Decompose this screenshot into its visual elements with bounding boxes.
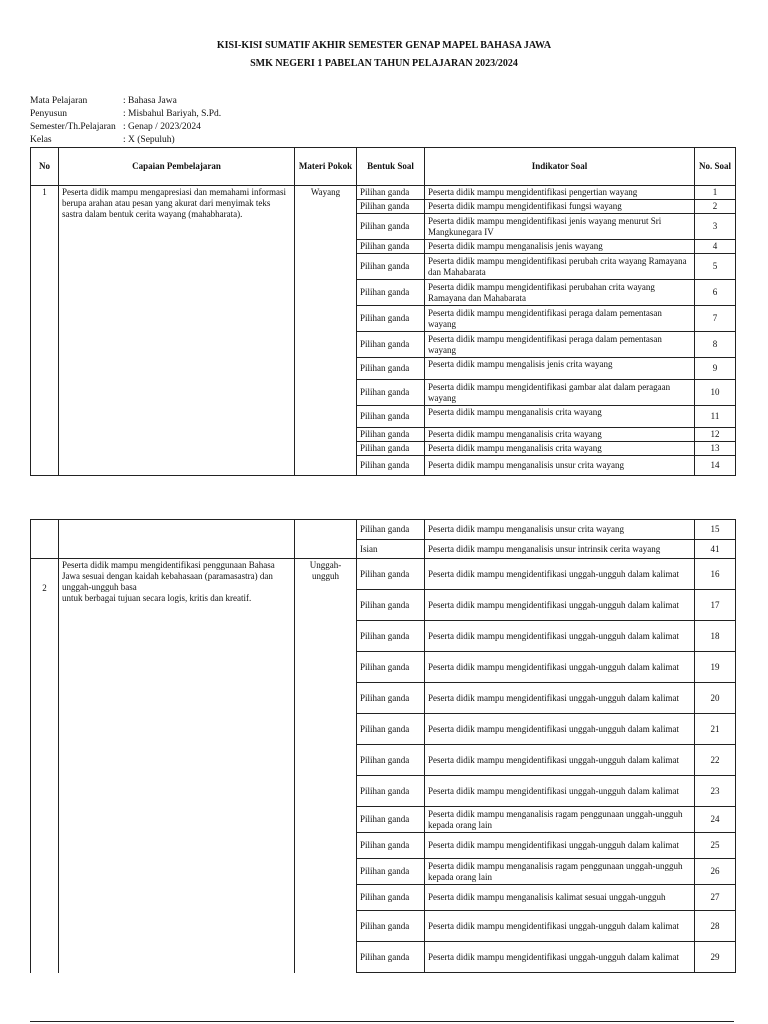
indikator-soal: Peserta didik mampu menganalisis unsur intrinsik cerita wayang xyxy=(425,540,695,559)
indikator-soal: Peserta didik mampu mengidentifikasi perubahan crita wayang Ramayana dan Mahabarata xyxy=(425,280,695,306)
nomor-soal: 1 xyxy=(695,186,736,200)
bentuk-soal: Pilihan ganda xyxy=(357,406,425,428)
meta-value: : Bahasa Jawa xyxy=(123,96,177,106)
meta-label: Mata Pelajaran xyxy=(30,96,88,106)
indikator-soal: Peserta didik mampu mengidentifikasi unggah-ungguh dalam kalimat xyxy=(425,833,695,859)
indikator-soal: Peserta didik mampu mengidentifikasi unggah-ungguh dalam kalimat xyxy=(425,683,695,714)
bentuk-soal: Pilihan ganda xyxy=(357,442,425,456)
nomor-soal: 20 xyxy=(695,683,736,714)
nomor-soal: 9 xyxy=(695,358,736,380)
meta-value: : X (Sepuluh) xyxy=(123,135,175,145)
bentuk-soal: Pilihan ganda xyxy=(357,714,425,745)
meta-row-penyusun xyxy=(30,109,221,119)
indikator-soal: Peserta didik mampu mengidentifikasi pengertian wayang xyxy=(425,186,695,200)
meta-value: : Misbahul Bariyah, S.Pd. xyxy=(123,109,222,119)
empty-cell xyxy=(59,520,295,559)
nomor-soal: 12 xyxy=(695,428,736,442)
nomor-soal: 15 xyxy=(695,520,736,540)
col-header-nosoal: No. Soal xyxy=(695,148,736,186)
bentuk-soal: Pilihan ganda xyxy=(357,590,425,621)
bentuk-soal: Pilihan ganda xyxy=(357,683,425,714)
bentuk-soal: Pilihan ganda xyxy=(357,254,425,280)
col-header-no: No xyxy=(31,148,59,186)
bentuk-soal: Pilihan ganda xyxy=(357,186,425,200)
group-number: 2 xyxy=(31,559,59,973)
table-row xyxy=(31,520,736,540)
bentuk-soal: Pilihan ganda xyxy=(357,456,425,476)
nomor-soal: 7 xyxy=(695,306,736,332)
table-row xyxy=(31,559,736,590)
nomor-soal: 29 xyxy=(695,942,736,973)
nomor-soal: 26 xyxy=(695,859,736,885)
nomor-soal: 25 xyxy=(695,833,736,859)
indikator-soal: Peserta didik mampu menganalisis crita wayang xyxy=(425,442,695,456)
capaian-pembelajaran xyxy=(59,559,295,973)
bentuk-soal: Pilihan ganda xyxy=(357,380,425,406)
empty-cell xyxy=(31,520,59,559)
indikator-soal: Peserta didik mampu mengidentifikasi jenis wayang menurut Sri Mangkunegara IV xyxy=(425,214,695,240)
bentuk-soal: Pilihan ganda xyxy=(357,214,425,240)
nomor-soal: 28 xyxy=(695,911,736,942)
indikator-soal: Peserta didik mampu mengidentifikasi unggah-ungguh dalam kalimat xyxy=(425,776,695,807)
bentuk-soal: Pilihan ganda xyxy=(357,559,425,590)
nomor-soal: 5 xyxy=(695,254,736,280)
bentuk-soal: Pilihan ganda xyxy=(357,776,425,807)
bentuk-soal: Pilihan ganda xyxy=(357,200,425,214)
meta-row-mapel xyxy=(30,96,177,106)
capaian-text: Peserta didik mampu mengidentifikasi penggunaan Bahasa Jawa sesuai dengan kaidah kebahasaan (paramasastra) dan unggah-ungguh basa xyxy=(62,560,275,592)
nomor-soal: 4 xyxy=(695,240,736,254)
bentuk-soal: Pilihan ganda xyxy=(357,520,425,540)
indikator-soal: Peserta didik mampu mengidentifikasi peraga dalam pementasan wayang xyxy=(425,332,695,358)
col-header-bentuk: Bentuk Soal xyxy=(357,148,425,186)
indikator-soal: Peserta didik mampu mengidentifikasi gambar alat dalam peragaan wayang xyxy=(425,380,695,406)
nomor-soal: 27 xyxy=(695,885,736,911)
indikator-soal: Peserta didik mampu mengidentifikasi unggah-ungguh dalam kalimat xyxy=(425,590,695,621)
bentuk-soal: Pilihan ganda xyxy=(357,745,425,776)
indikator-soal: Peserta didik mampu mengidentifikasi unggah-ungguh dalam kalimat xyxy=(425,942,695,973)
capaian-pembelajaran: Peserta didik mampu mengapresiasi dan memahami informasi berupa arahan atau pesan yang akurat dari menyimak teks sastra dalam bentuk cerita wayang (mahabharata). xyxy=(59,186,295,476)
nomor-soal: 8 xyxy=(695,332,736,358)
meta-row-kelas xyxy=(30,135,175,145)
nomor-soal: 18 xyxy=(695,621,736,652)
indikator-soal: Peserta didik mampu menganalisis ragam penggunaan unggah-ungguh kepada orang lain xyxy=(425,859,695,885)
nomor-soal: 17 xyxy=(695,590,736,621)
nomor-soal: 23 xyxy=(695,776,736,807)
indikator-soal: Peserta didik mampu mengidentifikasi unggah-ungguh dalam kalimat xyxy=(425,652,695,683)
bentuk-soal: Isian xyxy=(357,540,425,559)
nomor-soal: 6 xyxy=(695,280,736,306)
indikator-soal: Peserta didik mampu mengidentifikasi unggah-ungguh dalam kalimat xyxy=(425,714,695,745)
bentuk-soal: Pilihan ganda xyxy=(357,621,425,652)
bentuk-soal: Pilihan ganda xyxy=(357,280,425,306)
empty-cell xyxy=(295,520,357,559)
indikator-soal: Peserta didik mampu mengidentifikasi unggah-ungguh dalam kalimat xyxy=(425,911,695,942)
bentuk-soal: Pilihan ganda xyxy=(357,942,425,973)
materi-pokok: Wayang xyxy=(295,186,357,476)
table-row xyxy=(31,186,736,200)
bentuk-soal: Pilihan ganda xyxy=(357,833,425,859)
indikator-soal: Peserta didik mampu mengidentifikasi unggah-ungguh dalam kalimat xyxy=(425,621,695,652)
col-header-capaian: Capaian Pembelajaran xyxy=(59,148,295,186)
indikator-soal: Peserta didik mampu mengidentifikasi unggah-ungguh dalam kalimat xyxy=(425,559,695,590)
nomor-soal: 2 xyxy=(695,200,736,214)
kisi-table-page2 xyxy=(30,519,736,973)
document-subtitle: SMK NEGERI 1 PABELAN TAHUN PELAJARAN 2023/2024 xyxy=(250,58,518,69)
nomor-soal: 22 xyxy=(695,745,736,776)
meta-row-semester xyxy=(30,122,201,132)
bentuk-soal: Pilihan ganda xyxy=(357,240,425,254)
nomor-soal: 3 xyxy=(695,214,736,240)
bentuk-soal: Pilihan ganda xyxy=(357,652,425,683)
indikator-soal: Peserta didik mampu menganalisis crita wayang xyxy=(425,428,695,442)
meta-label: Kelas xyxy=(30,135,52,145)
next-page-table-edge xyxy=(30,1021,734,1022)
indikator-soal: Peserta didik mampu mengalisis jenis crita wayang xyxy=(425,358,695,380)
materi-pokok: Unggah-ungguh xyxy=(295,559,357,973)
nomor-soal: 19 xyxy=(695,652,736,683)
col-header-indikator: Indikator Soal xyxy=(425,148,695,186)
col-header-materi: Materi Pokok xyxy=(295,148,357,186)
indikator-soal: Peserta didik mampu menganalisis kalimat sesuai unggah-ungguh xyxy=(425,885,695,911)
nomor-soal: 14 xyxy=(695,456,736,476)
indikator-soal: Peserta didik mampu mengidentifikasi peraga dalam pementasan wayang xyxy=(425,306,695,332)
bentuk-soal: Pilihan ganda xyxy=(357,859,425,885)
document-title: KISI-KISI SUMATIF AKHIR SEMESTER GENAP MAPEL BAHASA JAWA xyxy=(216,40,552,51)
indikator-soal: Peserta didik mampu menganalisis jenis wayang xyxy=(425,240,695,254)
indikator-soal: Peserta didik mampu menganalisis unsur crita wayang xyxy=(425,456,695,476)
nomor-soal: 11 xyxy=(695,406,736,428)
bentuk-soal: Pilihan ganda xyxy=(357,332,425,358)
indikator-soal: Peserta didik mampu menganalisis unsur crita wayang xyxy=(425,520,695,540)
indikator-soal: Peserta didik mampu mengidentifikasi unggah-ungguh dalam kalimat xyxy=(425,745,695,776)
kisi-table-page1 xyxy=(30,147,736,476)
nomor-soal: 24 xyxy=(695,807,736,833)
bentuk-soal: Pilihan ganda xyxy=(357,911,425,942)
indikator-soal: Peserta didik mampu mengidentifikasi perubah crita wayang Ramayana dan Mahabarata xyxy=(425,254,695,280)
indikator-soal: Peserta didik mampu menganalisis crita wayang xyxy=(425,406,695,428)
indikator-soal: Peserta didik mampu menganalisis ragam penggunaan unggah-ungguh kepada orang lain xyxy=(425,807,695,833)
table-header-row xyxy=(31,148,736,186)
nomor-soal: 41 xyxy=(695,540,736,559)
nomor-soal: 16 xyxy=(695,559,736,590)
indikator-soal: Peserta didik mampu mengidentifikasi fungsi wayang xyxy=(425,200,695,214)
nomor-soal: 13 xyxy=(695,442,736,456)
meta-value: : Genap / 2023/2024 xyxy=(123,122,201,132)
bentuk-soal: Pilihan ganda xyxy=(357,807,425,833)
nomor-soal: 10 xyxy=(695,380,736,406)
bentuk-soal: Pilihan ganda xyxy=(357,428,425,442)
capaian-text: untuk berbagai tujuan secara logis, kritis dan kreatif. xyxy=(62,593,252,603)
group-number: 1 xyxy=(31,186,59,476)
bentuk-soal: Pilihan ganda xyxy=(357,358,425,380)
nomor-soal: 21 xyxy=(695,714,736,745)
bentuk-soal: Pilihan ganda xyxy=(357,306,425,332)
meta-label: Penyusun xyxy=(30,109,67,119)
bentuk-soal: Pilihan ganda xyxy=(357,885,425,911)
meta-label: Semester/Th.Pelajaran xyxy=(30,122,116,132)
